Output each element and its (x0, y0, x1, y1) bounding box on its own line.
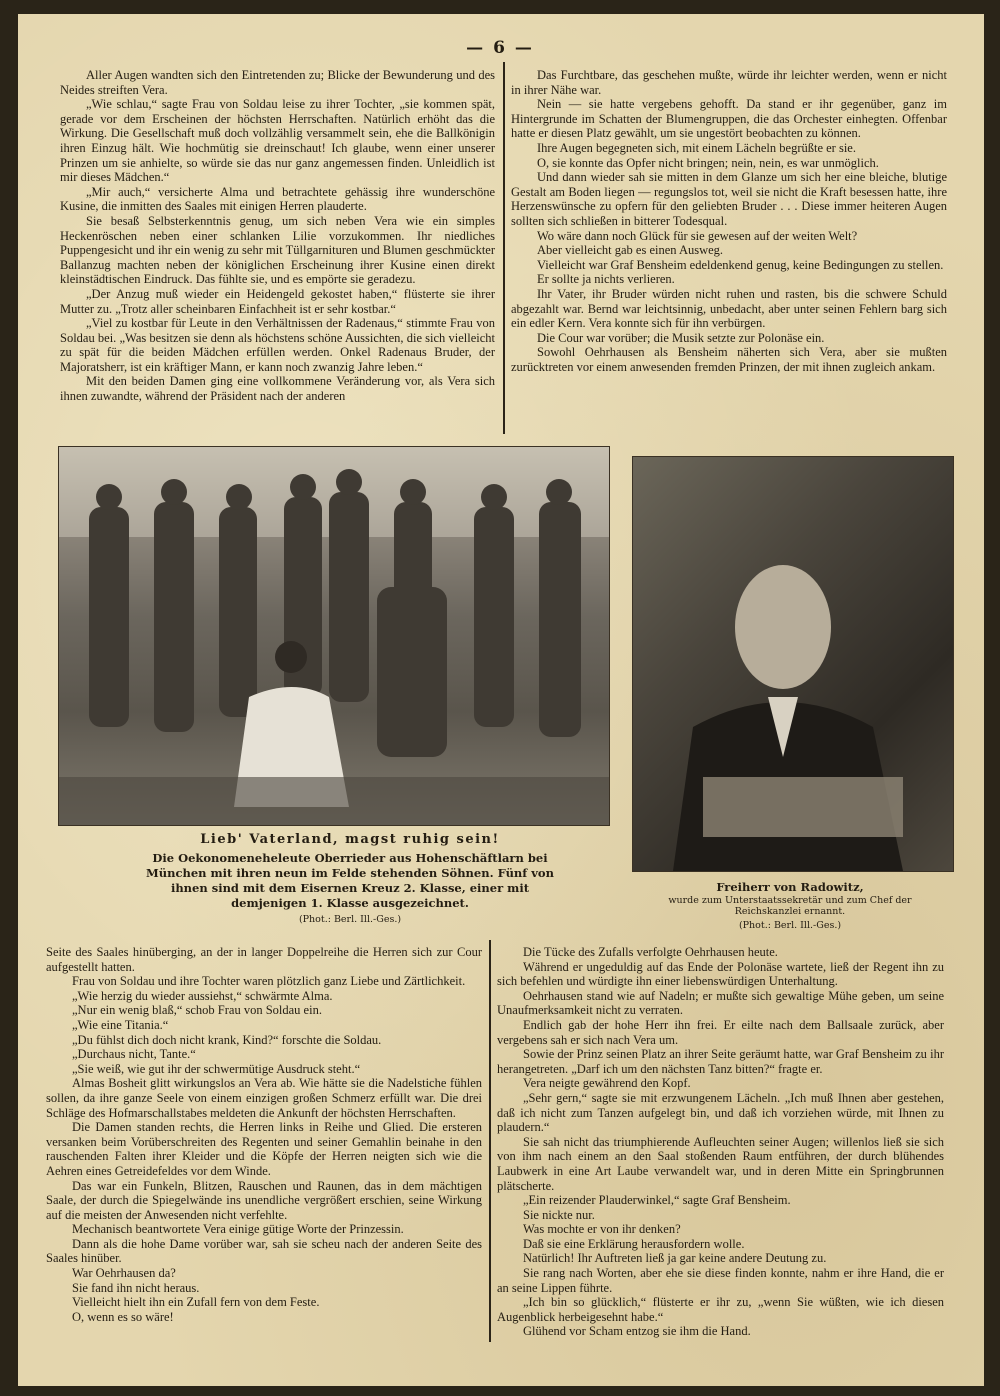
article-paragraph: „Wie eine Titania.“ (72, 1017, 169, 1032)
article-paragraph: „Viel zu kostbar für Leute in den Verhältnissen der Radenaus,“ stimmte Frau von Soldau bei. „Was besitzen sie denn als höchstens schöne Aussichten, die sich vielleicht zu spät für die beiden Mädchen erfüllen werden. Onkel Radenaus Bruder, der Majoratsherr, ist ein kräftiger Mann, er kann noch zwanzig Jahre leben.“ (60, 316, 495, 374)
article-paragraph: Was mochte er von ihr denken? (523, 1222, 681, 1237)
photo-left-caption (140, 832, 560, 925)
article-paragraph: „Ein reizender Plauderwinkel,“ sagte Graf Bensheim. (523, 1193, 791, 1208)
article-paragraph: Er sollte ja nichts verlieren. (537, 272, 675, 287)
article-paragraph: Vera neigte gewährend den Kopf. (523, 1076, 691, 1091)
photo-left-title: Lieb' Vaterland, magst ruhig sein! (200, 832, 500, 847)
soldiers-group-photo (59, 447, 609, 825)
portrait-photo (633, 457, 953, 871)
photo-right-title: Freiherr von Radowitz, (716, 880, 864, 894)
column-bottom-right (497, 945, 944, 1339)
article-paragraph: Frau von Soldau und ihre Tochter waren plötzlich ganz Liebe und Zärtlichkeit. (72, 974, 466, 989)
photo-left-caption-text: Die Oekonomeneheleute Oberrieder aus Hohenschäftlarn bei München mit ihren neun im Felde stehenden Söhnen. Fünf von ihnen sind mit dem Eisernen Kreuz 2. Klasse, einer mit demjenigen 1. Klasse ausgezeichnet. (146, 851, 554, 910)
page-number: — 6 — (466, 38, 534, 58)
article-paragraph: „Sie weiß, wie gut ihr der schwermütige Ausdruck steht.“ (72, 1061, 361, 1076)
article-paragraph: Glühend vor Scham entzog sie ihm die Hand. (523, 1324, 751, 1339)
article-paragraph: Daß sie eine Erklärung herausfordern wolle. (523, 1236, 745, 1251)
article-paragraph: Oehrhausen stand wie auf Nadeln; er mußte sich gewaltige Mühe geben, um seine Unaufmerksamkeit nicht zu verraten. (497, 988, 944, 1018)
article-paragraph: Vielleicht war Graf Bensheim edeldenkend genug, keine Bedingungen zu stellen. (537, 257, 944, 272)
article-paragraph: „Durchaus nicht, Tante.“ (72, 1047, 196, 1062)
article-paragraph: „Du fühlst dich doch nicht krank, Kind?“ forschte die Soldau. (72, 1032, 382, 1047)
article-paragraph: „Sehr gern,“ sagte sie mit erzwungenem Lächeln. „Ich muß Ihnen aber gestehen, daß ich nicht zum Tanzen aufgelegt bin, und daß ich vorziehen würde, mit Ihnen zu plaudern.“ (497, 1090, 944, 1135)
column-top-left (60, 68, 495, 404)
photo-left-credit: (Phot.: Berl. Ill.-Ges.) (298, 914, 402, 925)
article-paragraph: O, sie konnte das Opfer nicht bringen; nein, nein, es war unmöglich. (537, 155, 879, 170)
article-paragraph: Natürlich! Ihr Auftreten ließ ja gar keine andere Deutung zu. (523, 1251, 827, 1266)
article-paragraph: Seite des Saales hinüberging, an der in langer Doppelreihe die Herren sich zur Cour aufgestellt hatten. (46, 945, 482, 974)
article-paragraph: Sie fand ihn nicht heraus. (72, 1280, 200, 1295)
article-paragraph: Vielleicht hielt ihn ein Zufall fern von dem Feste. (72, 1295, 320, 1310)
article-paragraph: Ihr Vater, ihr Bruder würden nicht ruhen und rasten, bis die schwere Schuld abgezahlt war. Bernd war leichtsinnig, unbedacht, aber unter seinen Fehlern barg sich ein edler Kern. Vera konnte sich für ihn verbürgen. (511, 286, 947, 331)
photo-family-soldiers (58, 446, 610, 826)
article-paragraph: Aller Augen wandten sich den Eintretenden zu; Blicke der Bewunderung und des Neides streiften Vera. (60, 68, 495, 97)
article-paragraph: „Wie herzig du wieder aussiehst,“ schwärmte Alma. (72, 988, 333, 1003)
article-paragraph: Dann als die hohe Dame vorüber war, sah sie scheu nach der anderen Seite des Saales hinüber. (46, 1236, 482, 1266)
article-paragraph: Sie rang nach Worten, aber ehe sie diese finden konnte, nahm er ihre Hand, die er an seine Lippen führte. (497, 1266, 944, 1295)
article-paragraph: Die Damen standen rechts, die Herren links in Reihe und Glied. Die ersteren versanken beim Vorüberschreiten des Regenten und seiner Gemahlin beinahe in den rauschenden Falten ihrer Kleider und die Köpfe der Herren neigten sich wie die Aehren eines Getreidefeldes vor dem Winde. (46, 1120, 482, 1178)
article-paragraph: „Wie schlau,“ sagte Frau von Soldau leise zu ihrer Tochter, „sie kommen spät, gerade vor dem Erscheinen der höchsten Herrschaften. Natürlich erhöht das die Wirkung. Die Gesellschaft muß doch vollzählig versammelt sein, ehe die Ballkönigin ihren Einzug hält. Wie hochmütig sie dreinschaut! Ich glaube, wenn einer unserer Prinzen um sie anhielte, so würde sie das nur ganz angemessen finden. Unleidlich ist mir dieses Mädchen.“ (60, 97, 495, 185)
article-paragraph: Wo wäre dann noch Glück für sie gewesen auf der weiten Welt? (537, 228, 858, 243)
article-paragraph: „Der Anzug muß wieder ein Heidengeld gekostet haben,“ flüsterte sie ihrer Mutter zu. „Trotz aller scheinbaren Einfachheit ist er sehr kostbar.“ (60, 286, 495, 316)
article-paragraph: Ihre Augen begegneten sich, mit einem Lächeln begrüßte er sie. (537, 140, 856, 155)
photo-right-caption (655, 880, 925, 931)
column-bottom-left (46, 945, 482, 1324)
article-paragraph: Sowohl Oehrhausen als Bensheim näherten sich Vera, aber sie mußten zurücktreten vor einem anwesenden fremden Prinzen, der mit ihnen zugleich ankam. (511, 345, 947, 374)
photo-right-credit: (Phot.: Berl. Ill.-Ges.) (738, 920, 842, 931)
photo-freiherr-von-radowitz (632, 456, 954, 872)
article-paragraph: Sie besaß Selbsterkenntnis genug, um sich neben Vera wie ein simples Heckenröschen neben einer schlanken Lilie vorzukommen. Ihr niedliches Puppengesicht und ihr ein wenig zu sehr mit Tüllgarnituren und Blumen geschmückter Ballanzug machten neben der königlichen Erscheinung ihrer Kusine einen direkt kleinstädtischen Eindruck. Das fühlte sie, und es empörte sie geradezu. (60, 213, 495, 287)
article-paragraph: Almas Bosheit glitt wirkungslos an Vera ab. Wie hätte sie die Nadelstiche fühlen sollen, da ihre ganze Seele von einem einzigen großen Schmerz erfüllt war. Die drei Schläge des Hofmarschallstabes meldeten die Ankunft der höchsten Herrschaften. (46, 1076, 482, 1120)
article-paragraph: War Oehrhausen da? (72, 1266, 176, 1281)
column-divider (489, 940, 491, 1342)
article-paragraph: Während er ungeduldig auf das Ende der Polonäse wartete, ließ der Regent ihn zu sich befehlen und würdigte ihn einer liebenswürdigen Unterhaltung. (497, 959, 944, 989)
article-paragraph: Sie nickte nur. (523, 1207, 595, 1222)
article-paragraph: Mit den beiden Damen ging eine vollkommene Veränderung vor, als Vera sich ihnen zuwandte, während der Präsident nach der anderen (60, 374, 495, 404)
column-divider (503, 62, 505, 434)
article-paragraph: Das war ein Funkeln, Blitzen, Rauschen und Raunen, das in dem mächtigen Saale, der durch die Spiegelwände ins unendliche vergrößert erschien, seine Wirkung auf die meisten der Anwesenden nicht verfehlte. (46, 1178, 482, 1222)
article-paragraph: Nein — sie hatte vergebens gehofft. Da stand er ihr gegenüber, ganz im Hintergrunde im Schatten der Blumengruppen, die das Orchester einhegten. Offenbar hatte er diesen Platz gewählt, um sie ungestört beobachten zu können. (511, 97, 947, 141)
article-paragraph: Die Cour war vorüber; die Musik setzte zur Polonäse ein. (537, 330, 825, 345)
article-paragraph: Mechanisch beantwortete Vera einige gütige Worte der Prinzessin. (72, 1222, 404, 1237)
article-paragraph: „Nur ein wenig blaß,“ schob Frau von Soldau ein. (72, 1003, 322, 1018)
article-paragraph: Aber vielleicht gab es einen Ausweg. (537, 243, 724, 258)
article-paragraph: Die Tücke des Zufalls verfolgte Oehrhausen heute. (523, 945, 778, 959)
article-paragraph: „Mir auch,“ versicherte Alma und betrachtete gehässig ihre wunderschöne Kusine, die inmitten des Saales mit einigen Herren plauderte. (60, 184, 495, 214)
article-paragraph: Sie sah nicht das triumphierende Aufleuchten seiner Augen; willenlos ließ sie sich von ihm nach einem an den Saal stoßenden Raum entführen, der durch blühendes Laubwerk in eine Art Laube verwandelt war, und in deren Mitte ein Springbrunnen plätscherte. (497, 1134, 944, 1193)
article-paragraph: Und dann wieder sah sie mitten in dem Glanze um sich her eine bleiche, blutige Gestalt am Boden liegen — regungslos tot, weil sie nicht die Kraft besessen hatte, ihre Herzenswünsche zu opfern für den geliebten Bruder . . . Diese immer heiteren Augen sollten sich schließen in bitterer Todesqual. (511, 170, 947, 228)
column-top-right (511, 68, 947, 374)
photo-right-caption-text: wurde zum Unterstaatssekretär und zum Chef der Reichskanzlei ernannt. (668, 895, 912, 917)
article-paragraph: Sowie der Prinz seinen Platz an ihrer Seite geräumt hatte, war Graf Bensheim zu ihr herangetreten. „Darf ich um den nächsten Tanz bitten?“ fragte er. (497, 1047, 944, 1076)
article-paragraph: Endlich gab der hohe Herr ihn frei. Er eilte nach dem Ballsaale zurück, aber vergebens sah er sich nach Vera um. (497, 1017, 944, 1047)
article-paragraph: O, wenn es so wäre! (72, 1309, 174, 1324)
article-paragraph: „Ich bin so glücklich,“ flüsterte er ihr zu, „wenn Sie wüßten, wie ich diesen Augenblick herbeigesehnt habe.“ (497, 1295, 944, 1324)
article-paragraph: Das Furchtbare, das geschehen mußte, würde ihr leichter werden, wenn er nicht in ihrer Nähe war. (511, 68, 947, 97)
